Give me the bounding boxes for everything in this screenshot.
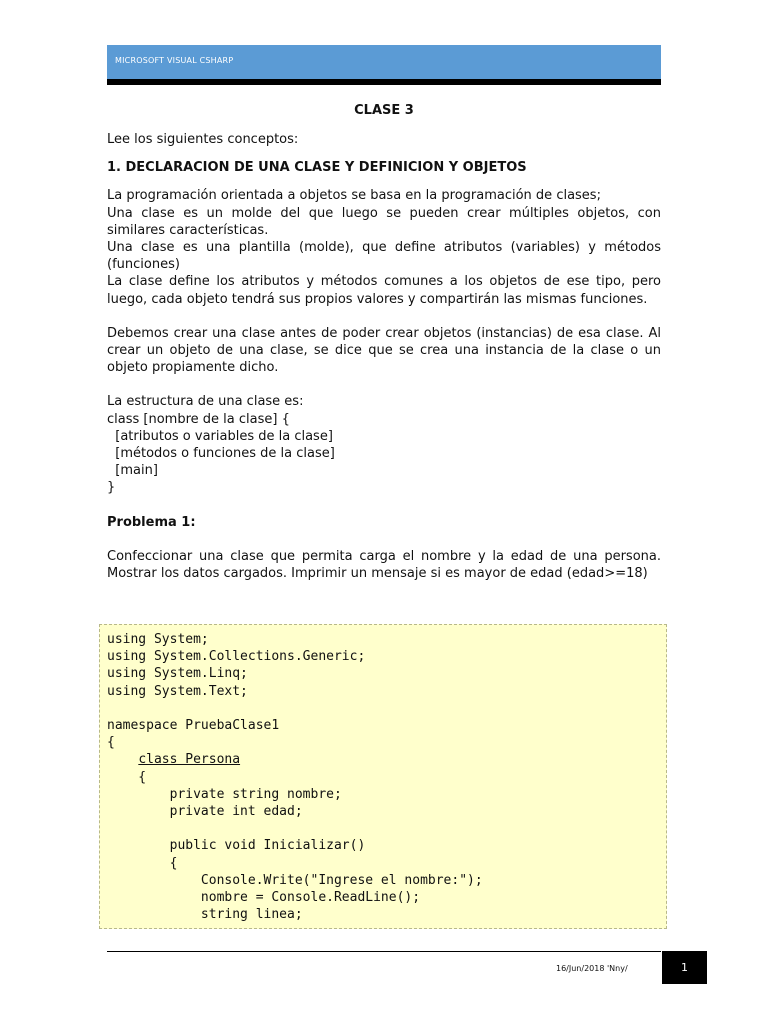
- structure-line: [main]: [107, 463, 158, 479]
- problem-text: Confeccionar una clase que permita carga el nombre y la edad de una persona. Mostrar los datos cargados. Imprimir un mensaje si es mayor de edad (edad>=18): [107, 548, 661, 582]
- code-line: using System.Linq;: [107, 666, 248, 682]
- header-divider: [107, 79, 661, 85]
- code-line-class-persona: class Persona: [138, 752, 241, 768]
- code-line: using System.Text;: [107, 683, 248, 699]
- paragraph-line: Una clase es una plantilla (molde), que define atributos (variables) y métodos (funciones): [107, 240, 661, 273]
- section-heading: 1. DECLARACION DE UNA CLASE Y DEFINICION Y OBJETOS: [107, 160, 527, 176]
- code-line: private string nombre;: [107, 786, 342, 802]
- header-banner: [107, 45, 661, 79]
- document-body: [107, 131, 661, 582]
- intro-text: Lee los siguientes conceptos:: [107, 132, 299, 147]
- code-line: namespace PruebaClase1: [107, 718, 280, 734]
- code-line: private int edad;: [107, 804, 303, 820]
- footer-date: 16/Jun/2018 'Nny/: [556, 964, 628, 973]
- code-line: Console.Write("Ingrese el nombre:");: [107, 872, 483, 888]
- code-line: using System;: [107, 632, 209, 647]
- problem-heading: Problema 1:: [107, 514, 196, 530]
- structure-line: [métodos o funciones de la clase]: [107, 446, 335, 462]
- code-line: nombre = Console.ReadLine();: [107, 890, 421, 906]
- footer-divider: [107, 951, 661, 952]
- page-title: CLASE 3: [354, 103, 414, 118]
- header-banner-text: MICROSOFT VISUAL CSHARP: [115, 56, 234, 65]
- code-line: {: [107, 769, 147, 785]
- paragraph-line: La clase define los atributos y métodos comunes a los objetos de ese tipo, pero luego, cada objeto tendrá sus propios valores y compartirán las mismas funciones.: [107, 274, 661, 307]
- paragraph-instances: Debemos crear una clase antes de poder crear objetos (instancias) de esa clase. Al crear un objeto de una clase, se dice que se crea una instancia de la clase o un objeto propiamente dicho.: [107, 325, 661, 376]
- paragraph-line: La programación orientada a objetos se basa en la programación de clases;: [107, 188, 601, 204]
- code-block: [99, 624, 667, 929]
- structure-line: class [nombre de la clase] {: [107, 411, 290, 427]
- page-number: 1: [662, 951, 707, 984]
- structure-line: }: [107, 480, 116, 496]
- code-line: string linea;: [107, 907, 303, 923]
- structure-label: La estructura de una clase es:: [107, 394, 304, 410]
- code-line: {: [107, 855, 178, 871]
- code-line: using System.Collections.Generic;: [107, 649, 366, 665]
- structure-line: [atributos o variables de la clase]: [107, 428, 333, 444]
- code-text: [107, 631, 483, 923]
- code-line: public void Inicializar(): [107, 838, 366, 854]
- paragraph-line: Una clase es un molde del que luego se pueden crear múltiples objetos, con similares características.: [107, 205, 661, 238]
- code-line: {: [107, 735, 115, 751]
